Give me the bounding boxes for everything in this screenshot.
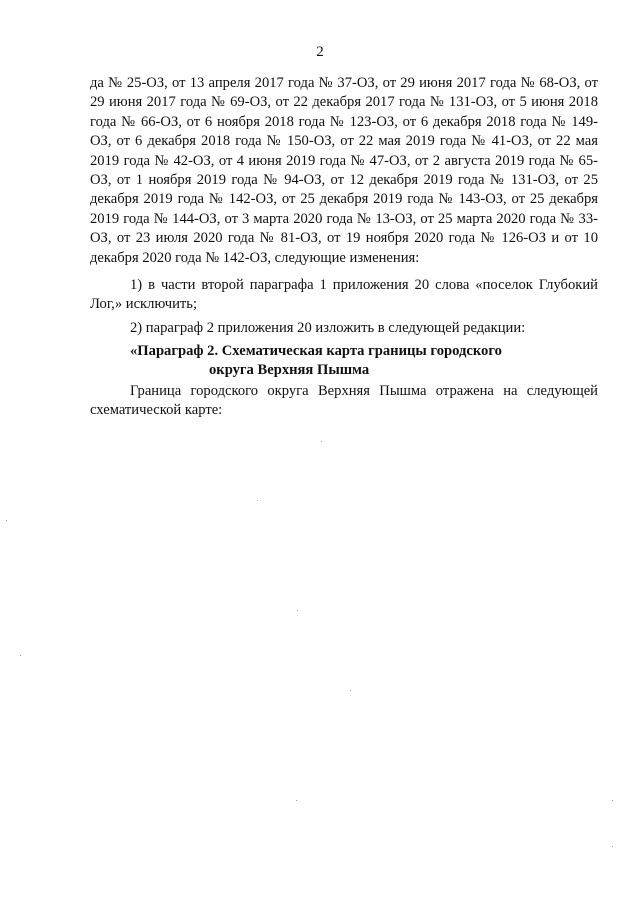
map-description-paragraph: Граница городского округа Верхняя Пышма отражена на следующей схематической карте: [90, 383, 598, 419]
scan-speck [20, 655, 21, 656]
scan-speck [257, 500, 258, 501]
heading-line-1: «Параграф 2. Схематическая карта границы городского [130, 343, 502, 359]
heading-line-2: округа Верхняя Пышма [209, 362, 370, 378]
amendments-list-paragraph: да № 25-ОЗ, от 13 апреля 2017 года № 37-ОЗ, от 29 июня 2017 года № 68-ОЗ, от 29 июня 2017 года № 69-ОЗ, от 22 декабря 2017 года № 131-ОЗ, от 5 июня 2018 года № 66-ОЗ, от 6 ноября 2018 года № 123-ОЗ, от 6 декабря 2018 года № 149-ОЗ, от 6 декабря 2018 года № 150-ОЗ, от 22 мая 2019 года № 41-ОЗ, от 22 мая 2019 года № 42-ОЗ, от 4 июня 2019 года № 47-ОЗ, от 2 августа 2019 года № 65-ОЗ, от 1 ноября 2019 года № 94-ОЗ, от 12 декабря 2019 года № 131-ОЗ, от 25 декабря 2019 года № 142-ОЗ, от 25 декабря 2019 года № 143-ОЗ, от 25 декабря 2019 года № 144-ОЗ, от 3 марта 2020 года № 13-ОЗ, от 25 марта 2020 года № 33-ОЗ, от 23 июля 2020 года № 81-ОЗ, от 19 ноября 2020 года № 126-ОЗ и от 10 декабря 2020 года № 142-ОЗ, следующие изменения: [90, 75, 598, 266]
scan-speck [297, 610, 298, 611]
page-number: 2 [316, 44, 324, 60]
scan-speck [612, 800, 613, 801]
paragraph-heading [130, 342, 570, 380]
scan-speck [296, 800, 297, 801]
scan-speck [6, 520, 7, 521]
amendment-item-2: 2) параграф 2 приложения 20 изложить в следующей редакции: [130, 320, 526, 336]
amendment-item-1: 1) в части второй параграфа 1 приложения 20 слова «поселок Глубокий Лог,» исключить; [90, 277, 598, 313]
scan-speck [321, 441, 322, 442]
scan-speck [350, 690, 351, 691]
scan-speck [612, 846, 613, 847]
